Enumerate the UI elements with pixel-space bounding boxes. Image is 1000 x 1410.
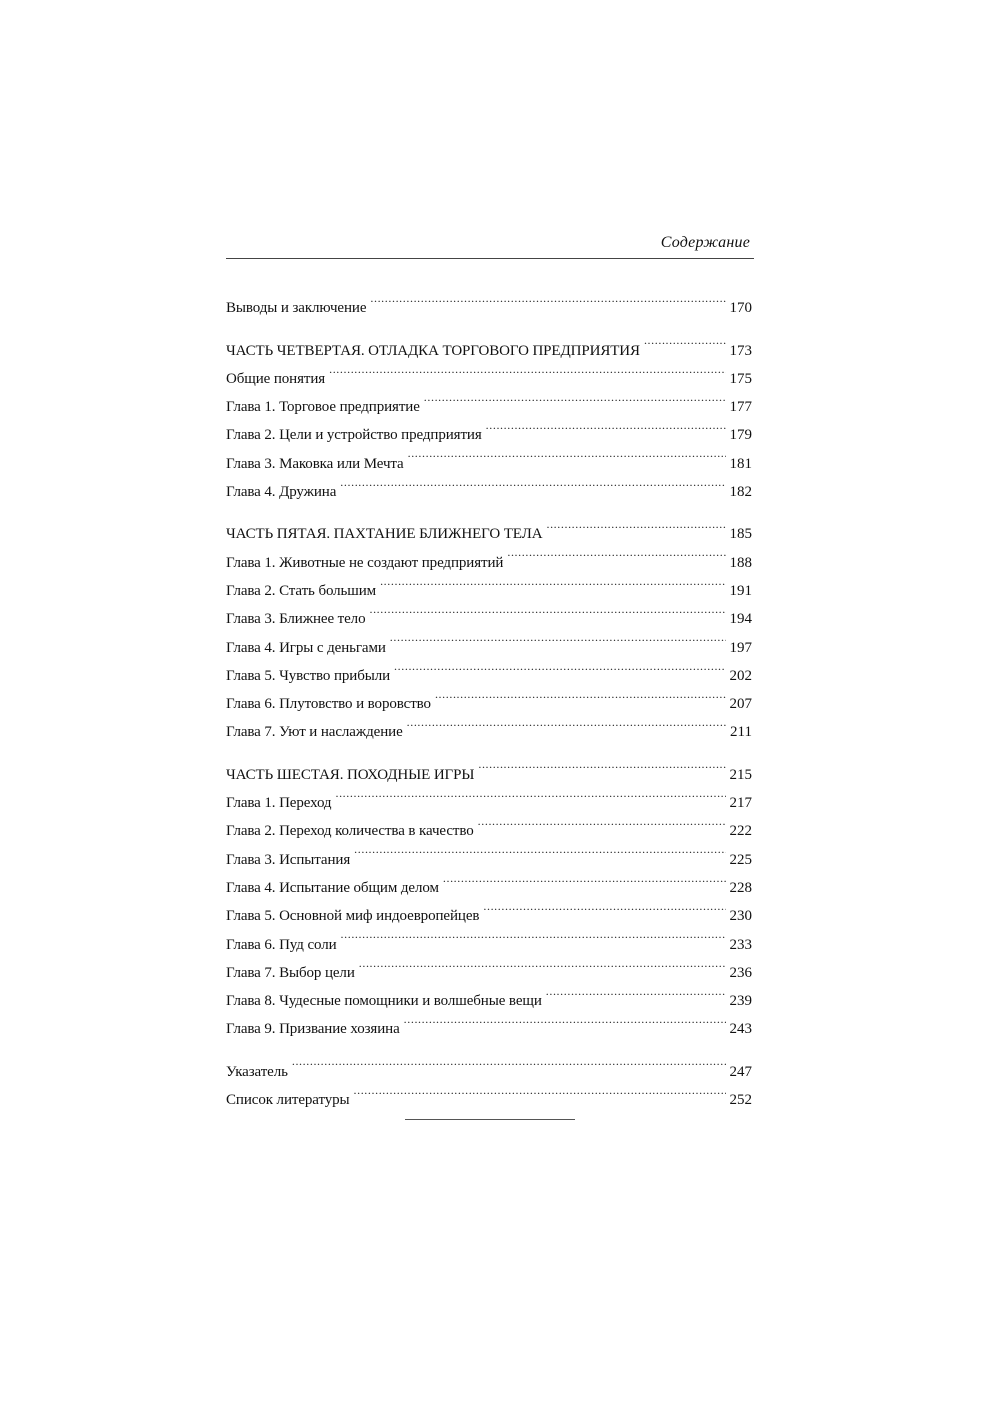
- toc-entry-page: 185: [729, 526, 752, 543]
- toc-entry-page: 236: [729, 964, 752, 981]
- dot-leader: [359, 949, 726, 977]
- dot-leader: [424, 383, 726, 411]
- toc-entry-page: 181: [729, 455, 752, 472]
- running-title: Содержание: [660, 234, 750, 251]
- toc-entry[interactable]: [226, 1076, 752, 1109]
- toc-entry-title: Глава 9. Призвание хозяина: [226, 1015, 404, 1043]
- toc-entry-title: Глава 2. Цели и устройство предприятия: [226, 421, 486, 449]
- toc-entry-title: Выводы и заключение: [226, 294, 370, 322]
- toc-entry-page: 247: [729, 1063, 752, 1080]
- toc-entry-page: 217: [729, 795, 752, 812]
- dot-leader: [354, 835, 725, 863]
- toc-entry-title: Глава 4. Испытание общим делом: [226, 874, 443, 902]
- dot-leader: [341, 920, 726, 948]
- toc-entry-title: Список литературы: [226, 1086, 354, 1114]
- dot-leader: [340, 468, 725, 496]
- toc-entry-page: 194: [729, 611, 752, 628]
- dot-leader: [546, 977, 726, 1005]
- dot-leader: [407, 708, 726, 736]
- toc-entry-title: Глава 1. Животные не создают предприятий: [226, 549, 507, 577]
- toc-entry-page: 228: [729, 879, 752, 896]
- dot-leader: [486, 411, 726, 439]
- toc-entry-title: Глава 4. Дружина: [226, 478, 340, 506]
- dot-leader: [390, 623, 726, 651]
- dot-leader: [483, 892, 725, 920]
- toc-entry-title: Общие понятия: [226, 365, 329, 393]
- toc-entry-page: 179: [729, 427, 752, 444]
- toc-entry-title: Глава 3. Маковка или Мечта: [226, 450, 408, 478]
- toc-entry-page: 170: [729, 300, 752, 317]
- toc-entry-title: Глава 2. Переход количества в качество: [226, 817, 478, 845]
- toc-entry-title: Глава 1. Переход: [226, 789, 335, 817]
- toc-entry-page: 182: [729, 484, 752, 501]
- toc-entry-title: Глава 4. Игры с деньгами: [226, 634, 390, 662]
- table-of-contents: [226, 284, 752, 1109]
- dot-leader: [335, 779, 725, 807]
- toc-entry-title: Глава 5. Чувство прибыли: [226, 662, 394, 690]
- dot-leader: [443, 864, 726, 892]
- toc-entry-page: 188: [729, 554, 752, 571]
- dot-leader: [478, 750, 725, 778]
- toc-group: [226, 510, 752, 741]
- toc-entry-title: Глава 6. Плутовство и воровство: [226, 690, 435, 718]
- toc-entry-title: Глава 1. Торговое предприятие: [226, 393, 424, 421]
- dot-leader: [292, 1047, 726, 1075]
- toc-entry-page: 197: [729, 639, 752, 656]
- dot-leader: [435, 680, 726, 708]
- toc-entry-page: 225: [729, 851, 752, 868]
- dot-leader: [408, 439, 726, 467]
- toc-entry-page: 177: [729, 399, 752, 416]
- dot-leader: [644, 326, 726, 354]
- toc-group: [226, 326, 752, 501]
- toc-entry-title: Глава 6. Пуд соли: [226, 931, 341, 959]
- toc-entry-page: 233: [729, 936, 752, 953]
- toc-entry-page: 215: [729, 766, 752, 783]
- toc-entry-page: 243: [729, 1021, 752, 1038]
- toc-entry-title: Глава 3. Испытания: [226, 846, 354, 874]
- toc-entry-title: Глава 2. Стать большим: [226, 577, 380, 605]
- dot-leader: [507, 538, 725, 566]
- dot-leader: [478, 807, 726, 835]
- toc-entry-title: Глава 5. Основной миф индоевропейцев: [226, 902, 483, 930]
- dot-leader: [370, 284, 725, 312]
- dot-leader: [354, 1076, 726, 1104]
- toc-entry-title: ЧАСТЬ ЧЕТВЕРТАЯ. ОТЛАДКА ТОРГОВОГО ПРЕДПРИЯТИЯ: [226, 337, 644, 365]
- toc-entry-title: Глава 7. Выбор цели: [226, 959, 359, 987]
- dot-leader: [546, 510, 725, 538]
- toc-entry-page: 211: [730, 724, 752, 741]
- dot-leader: [394, 652, 725, 680]
- toc-entry-title: Указатель: [226, 1058, 292, 1086]
- toc-entry-page: 230: [729, 908, 752, 925]
- toc-entry-title: Глава 7. Уют и наслаждение: [226, 718, 407, 746]
- toc-group: [226, 284, 752, 317]
- dot-leader: [369, 595, 725, 623]
- toc-group: [226, 1047, 752, 1109]
- toc-entry-page: 252: [729, 1092, 752, 1109]
- toc-entry-page: 239: [729, 993, 752, 1010]
- toc-entry-page: 207: [729, 696, 752, 713]
- toc-group: [226, 750, 752, 1038]
- toc-entry-page: 222: [729, 823, 752, 840]
- closing-rule: [405, 1119, 575, 1120]
- toc-part-heading[interactable]: [226, 326, 752, 359]
- toc-entry-title: ЧАСТЬ ПЯТАЯ. ПАХТАНИЕ БЛИЖНЕГО ТЕЛА: [226, 520, 546, 548]
- toc-entry-page: 175: [729, 370, 752, 387]
- toc-entry-page: 173: [729, 342, 752, 359]
- toc-entry[interactable]: [226, 284, 752, 317]
- toc-entry[interactable]: [226, 1047, 752, 1080]
- running-header: [226, 232, 754, 259]
- toc-entry-title: ЧАСТЬ ШЕСТАЯ. ПОХОДНЫЕ ИГРЫ: [226, 761, 478, 789]
- toc-part-heading[interactable]: [226, 750, 752, 783]
- toc-entry-title: Глава 3. Ближнее тело: [226, 605, 369, 633]
- toc-entry-page: 202: [729, 667, 752, 684]
- toc-entry-title: Глава 8. Чудесные помощники и волшебные вещи: [226, 987, 546, 1015]
- toc-part-heading[interactable]: [226, 510, 752, 543]
- dot-leader: [329, 355, 725, 383]
- toc-entry-page: 191: [729, 582, 752, 599]
- dot-leader: [380, 567, 725, 595]
- dot-leader: [404, 1005, 726, 1033]
